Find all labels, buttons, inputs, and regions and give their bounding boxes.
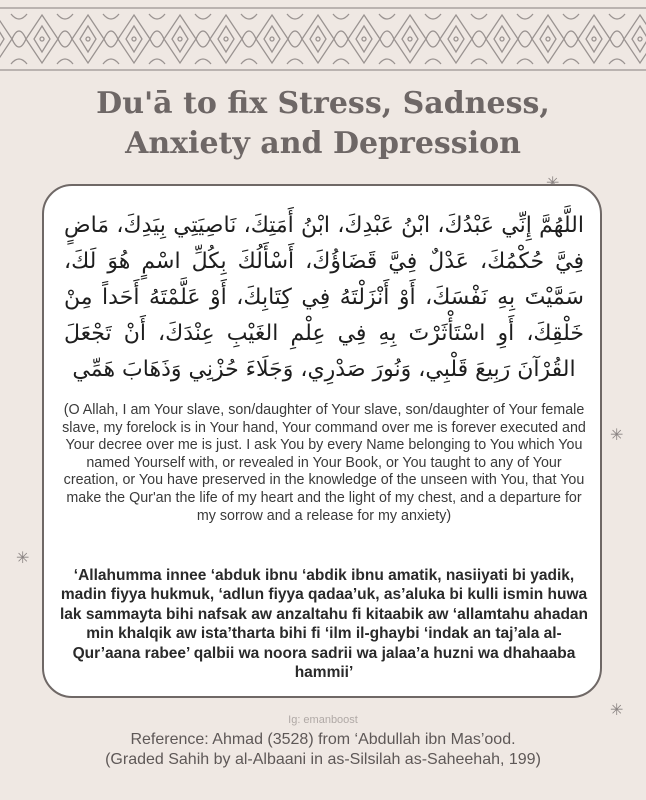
title-line-2: Anxiety and Depression — [125, 126, 521, 161]
sparkle-icon: ✳ — [610, 702, 624, 719]
reference-line-2: (Graded Sahih by al-Albaani in as-Silsilah as-Saheehah, 199) — [105, 751, 541, 768]
sparkle-icon: ✳ — [16, 550, 30, 567]
sparkle-icon: ✳ — [610, 427, 624, 444]
ornamental-border — [0, 0, 646, 78]
arabic-dua-text: اللَّهُمَّ إِنِّي عَبْدُكَ، ابْنُ عَبْدِكَ، ابْنُ أَمَتِكَ، نَاصِيَتِي بِيَدِكَ، مَاضٍ فِيَّ حُكْمُكَ، عَدْلٌ فِيَّ قَضَاؤُكَ، أَسْأَلُكَ بِكُلِّ اسْمٍ هُوَ لَكَ، سَمَّيْتَ بِهِ نَفْسَكَ، أَوْ أَنْزَلْتَهُ فِي كِتَابِكَ، أَوْ عَلَّمْتَهُ أَحَداً مِنْ خَلْقِكَ، أَوِ اسْتَأْثَرْتَ بِهِ فِي عِلْمِ الغَيْبِ عِنْدَكَ، أَنْ تَجْعَلَ القُرْآنَ رَبِيعَ قَلْبِي، وَنُورَ صَدْرِي، وَجَلَاءَ حُزْنِي وَذَهَابَ هَمِّي — [64, 213, 584, 382]
title-line-1: Du'ā to fix Stress, Sadness, — [96, 86, 550, 121]
page-title — [0, 84, 646, 164]
dua-card — [42, 184, 602, 698]
reference-line-1: Reference: Ahmad (3528) from ‘Abdullah ibn Mas’ood. — [130, 731, 516, 748]
english-translation: (O Allah, I am Your slave, son/daughter of Your slave, son/daughter of Your female slave, my forelock is in Your hand, Your command over me is forever executed and Your decree over me is just. I ask You by every Name belonging to You which You named Yourself with, or revealed in Your Book, or You taught to any of Your creation, or You have preserved in the knowledge of the unseen with You, that You make the Qur'an the life of my heart and the light of my chest, and a departure for my sorrow and a release for my anxiety) — [62, 402, 586, 524]
instagram-credit: Ig: emanboost — [288, 714, 358, 726]
transliteration-text: ‘Allahumma innee ‘abduk ibnu ‘abdik ibnu amatik, nasiiyati bi yadik, madin fiyya hukmuk, ‘adlun fiyya qadaa’uk, as’aluka bi kulli ismin huwa lak sammayta bihi nafsak aw anzaltahu fi kitaabik aw ‘allamtahu ahadan min khalqik aw ista’tharta bihi fi ‘ilm il-ghaybi ‘indak an taj’ala al-Qur’aana rabee’ qalbii wa noora sadrii wa jalaa’a huzni wa dhahaaba hammii’ — [59, 567, 589, 682]
reference — [0, 730, 646, 770]
